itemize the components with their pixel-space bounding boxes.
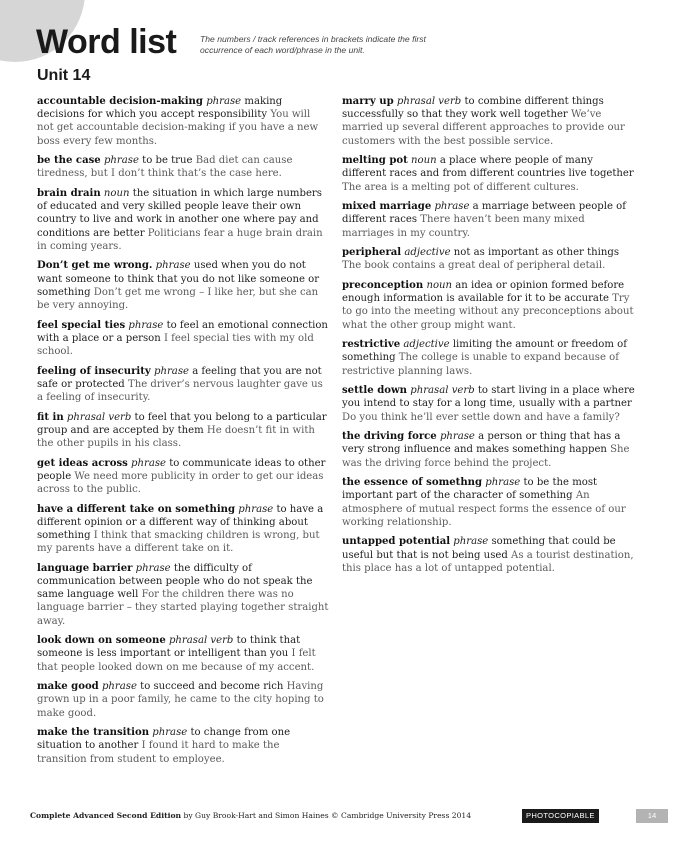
word-entry [37, 259, 329, 312]
entry-part-of-speech: phrase [453, 536, 489, 548]
entry-part-of-speech: phrase [206, 96, 242, 107]
word-entry [37, 187, 329, 253]
entry-definition: to start living in a place where you intend to stay for a long time, usually with a partner [342, 385, 635, 410]
entry-part-of-speech: phrasal verb [396, 96, 462, 107]
entry-headword: feeling of insecurity [37, 365, 151, 377]
entry-part-of-speech: phrase [439, 431, 475, 443]
entry-definition: to be true [142, 155, 193, 167]
entry-example: We’ve married up several different approaches to provide our customers with the best possible service. [342, 109, 625, 147]
entry-definition: used when you do not want someone to think that you do not like someone or something [37, 260, 320, 298]
entry-headword: the driving force [342, 431, 437, 443]
entry-headword: make the transition [37, 727, 150, 739]
right-column [342, 95, 638, 581]
page-number: 14 [636, 809, 668, 823]
entry-definition: a place where people of many different races and from different countries live together [342, 155, 634, 180]
entry-definition: making decisions for which you accept responsibility [37, 96, 283, 121]
entry-headword: Don’t get me wrong. [37, 260, 153, 272]
entry-headword: the essence of somethng [342, 477, 483, 489]
entry-part-of-speech: phrase [152, 727, 188, 739]
word-entry [342, 279, 638, 332]
entry-headword: fit in [37, 411, 64, 423]
entry-example: Don’t get me wrong – I like her, but she can be very annoying. [37, 286, 319, 312]
entry-example: Having grown up in a poor family, he came to the city hoping to make good. [37, 681, 324, 719]
word-entry [342, 154, 638, 194]
entry-example: Try to go into the meeting without any preconceptions about what the other group might want. [342, 293, 634, 331]
entry-part-of-speech: phrasal verb [168, 635, 234, 647]
entry-example: She was the driving force behind the project. [342, 444, 630, 469]
entry-headword: preconception [342, 280, 424, 291]
entry-headword: feel special ties [37, 319, 126, 331]
entry-headword: language barrier [37, 562, 133, 574]
entry-definition: to communicate ideas to other people [37, 457, 326, 482]
entry-example: Politicians fear a huge brain drain in coming years. [37, 227, 323, 252]
entry-definition: to think that someone is less important or intelligent than you [37, 635, 301, 660]
entry-part-of-speech: phrase [101, 681, 137, 693]
entry-part-of-speech: adjective [403, 339, 450, 351]
word-entry [37, 319, 329, 359]
word-entry [37, 680, 329, 720]
entry-headword: be the case [37, 155, 101, 167]
entry-part-of-speech: phrase [155, 260, 191, 272]
entry-headword: have a different take on something [37, 503, 236, 515]
footer-credit-text: by Guy Brook-Hart and Simon Haines © Cambridge University Press 2014 [183, 811, 472, 820]
word-entry [342, 338, 638, 378]
entry-example: As a tourist destination, this place has a lot of untapped potential. [342, 549, 634, 574]
word-entry [37, 634, 329, 674]
footer [30, 809, 657, 823]
entry-example: Do you think he’ll ever settle down and have a family? [342, 411, 620, 423]
entry-example: I think that smacking children is wrong, but my parents have a different take on it. [37, 530, 320, 555]
word-entry [342, 95, 638, 148]
entry-headword: peripheral [342, 247, 402, 259]
word-entry [342, 384, 638, 424]
entry-definition: the difficulty of communication between people who do not speak the same language well [37, 562, 313, 601]
entry-headword: accountable decision-making [37, 96, 203, 107]
word-entry [37, 411, 329, 451]
entry-example: I found it hard to make the transition from student to employee. [37, 740, 280, 765]
left-column [37, 95, 329, 772]
entry-definition: to succeed and become rich [140, 681, 284, 693]
entry-headword: look down on someone [37, 635, 166, 647]
entry-part-of-speech: noun [426, 280, 453, 291]
entry-example: An atmosphere of mutual respect forms the essence of our working relationship. [342, 490, 626, 528]
entry-definition: limiting the amount or freedom of something [342, 339, 627, 364]
word-entry [37, 726, 329, 766]
word-entry [37, 365, 329, 405]
page-title: Word list [36, 23, 177, 61]
entry-headword: brain drain [37, 188, 101, 199]
entry-definition: to feel an emotional connection with a place or a person [37, 319, 328, 344]
entry-part-of-speech: phrasal verb [66, 411, 132, 423]
entry-headword: melting pot [342, 155, 408, 167]
entry-headword: settle down [342, 385, 408, 397]
word-entry [342, 476, 638, 529]
entry-definition: not as important as other things [453, 247, 620, 259]
entry-part-of-speech: noun [411, 155, 437, 167]
entry-part-of-speech: phrase [128, 319, 164, 331]
entry-definition: something that could be useful but that is not being used [342, 536, 616, 561]
word-entry [37, 503, 329, 556]
entry-part-of-speech: phrase [434, 201, 470, 213]
entry-example: I feel special ties with my old school. [37, 332, 314, 358]
word-entry [37, 457, 329, 497]
entry-part-of-speech: phrase [131, 457, 166, 469]
intro-note: The numbers / track references in brackets indicate the first occurrence of each word/phrase in the unit. [200, 34, 426, 55]
entry-definition: to feel that you belong to a particular group and are accepted by them [37, 411, 327, 436]
word-entry [342, 535, 638, 575]
entry-example: The driver’s nervous laughter gave us a feeling of insecurity. [37, 378, 323, 404]
entry-definition: a person or thing that has a very strong influence and makes something happen [342, 431, 621, 456]
entry-example: There haven’t been many mixed marriages in my country. [342, 214, 585, 239]
entry-part-of-speech: adjective [404, 247, 451, 259]
entry-headword: untapped potential [342, 536, 451, 548]
entry-definition: to combine different things successfully so that they work well together [342, 96, 604, 121]
entry-part-of-speech: phrase [135, 562, 171, 574]
entry-part-of-speech: phrase [485, 477, 521, 489]
photocopiable-badge: PHOTOCOPIABLE [522, 809, 599, 823]
entry-example: You will not get accountable decision-making if you have a new boss every few months. [37, 109, 319, 147]
footer-book-title: Complete Advanced Second Edition [30, 811, 182, 820]
entry-definition: a marriage between people of different races [342, 201, 626, 226]
entry-definition: to be the most important part of the character of something [342, 477, 598, 502]
word-entry [342, 430, 638, 470]
entry-example: For the children there was no language barrier – they started playing together straight away. [37, 589, 329, 627]
entry-headword: mixed marriage [342, 201, 432, 213]
entry-example: The college is unable to expand because of restrictive planning laws. [342, 352, 619, 377]
entry-headword: make good [37, 681, 99, 693]
entry-part-of-speech: noun [103, 188, 130, 199]
entry-definition: to have a different opinion or a different way of thinking about something [37, 503, 324, 542]
word-entry [37, 562, 329, 628]
entry-definition: the situation in which large numbers of educated and very skilled people leave their own country to live and work in another one where pay and conditions are better [37, 188, 322, 239]
entry-part-of-speech: phrase [154, 365, 189, 377]
footer-credit [30, 809, 471, 823]
word-entry [342, 200, 638, 240]
entry-example: The book contains a great deal of peripheral detail. [342, 260, 606, 272]
entry-definition: a feeling that you are not safe or protected [37, 365, 322, 390]
entry-example: Bad diet can cause tiredness, but I don’t think that’s the case here. [37, 155, 293, 180]
entry-example: I felt that people looked down on me because of my accent. [37, 648, 316, 673]
entry-headword: marry up [342, 96, 394, 107]
entry-part-of-speech: phrase [238, 503, 274, 515]
word-entry [37, 95, 329, 148]
entry-example: The area is a melting pot of different cultures. [342, 181, 579, 193]
entry-part-of-speech: phrase [103, 155, 139, 167]
entry-example: We need more publicity in order to get our ideas across to the public. [37, 470, 324, 496]
unit-heading: Unit 14 [37, 67, 91, 84]
entry-headword: restrictive [342, 339, 401, 351]
entry-definition: an idea or opinion formed before enough information is available for it to be accurate [342, 280, 625, 305]
word-entry [342, 246, 638, 272]
entry-definition: to change from one situation to another [37, 727, 291, 752]
entry-example: He doesn’t fit in with the other pupils in his class. [37, 424, 315, 450]
entry-part-of-speech: phrasal verb [410, 385, 475, 397]
entry-headword: get ideas across [37, 457, 128, 469]
word-entry [37, 154, 329, 180]
